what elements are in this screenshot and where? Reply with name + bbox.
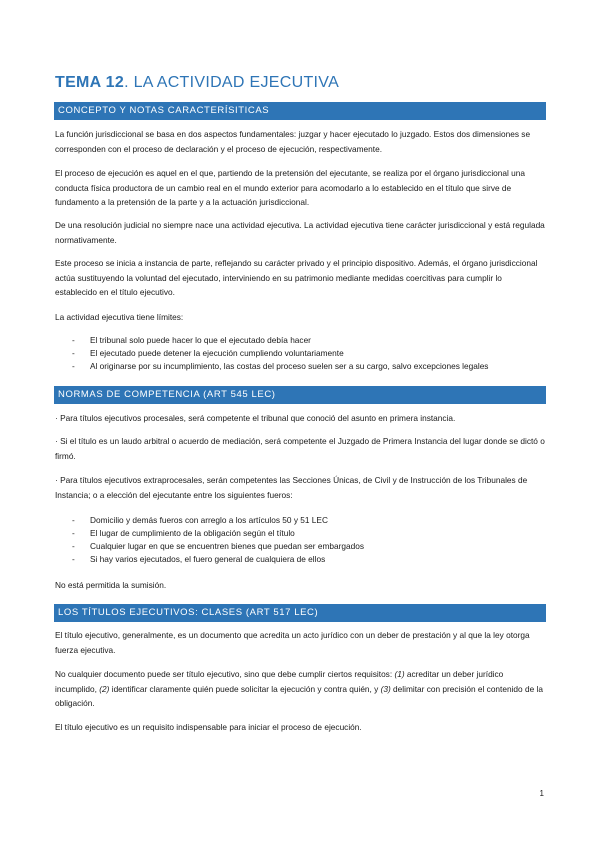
numbering-marker: (3)	[380, 683, 391, 694]
list-item	[72, 514, 542, 527]
list-dash: -	[72, 554, 75, 564]
list-dash: -	[72, 515, 75, 525]
list-item	[72, 334, 542, 347]
list-dash: -	[72, 541, 75, 551]
paragraph: Este proceso se inicia a instancia de parte, reflejando su carácter privado y el principio dispositivo. Además, el órgano jurisdiccional actúa sustituyendo la voluntad del ejecutado, interviniendo en su patrimonio mediante medidas coercitivas para cumplir lo establecido en el título ejecutivo.	[55, 258, 538, 297]
list-item-text: Domicilio y demás fueros con arreglo a los artículos 50 y 51 LEC	[90, 515, 328, 525]
numbering-marker: (1)	[394, 669, 405, 679]
paragraph: El título ejecutivo, generalmente, es un documento que acredita un acto jurídico con un deber de prestación y al que la ley otorga fuerza ejecutiva.	[55, 630, 530, 655]
paragraph: De una resolución judicial no siempre nace una actividad ejecutiva. La actividad ejecutiva tiene carácter jurisdiccional y está regulada normativamente.	[55, 220, 545, 245]
paragraph: · Si el título es un laudo arbitral o acuerdo de mediación, será competente el Juzgado de Primera Instancia del lugar donde se dictó o firmó.	[55, 436, 545, 461]
section-heading-titulos: LOS TÍTULOS EJECUTIVOS: CLASES (ART 517 LEC)	[54, 604, 546, 622]
paragraph: La función jurisdiccional se basa en dos aspectos fundamentales: juzgar y hacer ejecutado lo juzgado. Estos dos dimensiones se corresponden con el proceso de declaración y el proceso de ejecución, respectivamente.	[55, 129, 531, 154]
section-heading-competencia: NORMAS DE COMPETENCIA (ART 545 LEC)	[54, 386, 546, 404]
section-heading-concepto: CONCEPTO Y NOTAS CARACTERÍSITICAS	[54, 102, 546, 120]
paragraph: · Para títulos ejecutivos extraprocesales, serán competentes las Secciones Únicas, de Civil y de Instrucción de los Tribunales de Instancia; o a elección del ejecutante entre los siguientes fueros:	[55, 475, 528, 500]
list-item	[72, 540, 542, 553]
list-item	[72, 347, 542, 360]
list-item	[72, 553, 542, 566]
paragraph: La actividad ejecutiva tiene límites:	[55, 312, 184, 322]
list-item-text: El lugar de cumplimiento de la obligación según el título	[90, 528, 295, 538]
paragraph: · Para títulos ejecutivos procesales, será competente el tribunal que conoció del asunto en primera instancia.	[55, 413, 456, 423]
fueros-list	[72, 514, 542, 566]
paragraph: El título ejecutivo es un requisito indispensable para iniciar el proceso de ejecución.	[55, 722, 362, 732]
text-run: delimitar con precisión el contenido de la obligación.	[55, 683, 543, 708]
list-dash: -	[72, 361, 75, 371]
list-item-text: Cualquier lugar en que se encuentren bienes que puedan ser embargados	[90, 541, 364, 551]
title-number: TEMA 12	[55, 74, 125, 91]
limits-list	[72, 334, 542, 373]
list-item-text: El tribunal solo puede hacer lo que el ejecutado debía hacer	[90, 335, 311, 345]
page-title	[55, 74, 339, 92]
text-run: acreditar un deber jurídico incumplido,	[55, 669, 504, 694]
text-run: identificar claramente quién puede solicitar la ejecución y contra quién, y	[109, 683, 381, 694]
list-item-text: Si hay varios ejecutados, el fuero general de cualquiera de ellos	[90, 554, 326, 564]
title-text: . LA ACTIVIDAD EJECUTIVA	[124, 74, 340, 91]
list-item-text: Al originarse por su incumplimiento, las costas del proceso suelen ser a su cargo, salvo excepciones legales	[90, 361, 489, 371]
numbering-marker: (2)	[99, 683, 110, 694]
list-dash: -	[72, 335, 75, 345]
list-dash: -	[72, 528, 75, 538]
list-item	[72, 527, 542, 540]
list-dash: -	[72, 348, 75, 358]
paragraph: El proceso de ejecución es aquel en el que, partiendo de la pretensión del ejecutante, se realiza por el órgano jurisdiccional una conducta física productora de un cambio real en el mundo exterior para acomodarlo a lo establecido en el título que sirve de fundamento a la pretensión de la parte y a la actuación jurisdiccional.	[55, 168, 526, 207]
list-item	[72, 360, 542, 373]
paragraph: No está permitida la sumisión.	[55, 580, 167, 590]
page-number: 1	[539, 789, 544, 798]
paragraph-requisitos	[55, 667, 545, 711]
list-item-text: El ejecutado puede detener la ejecución cumpliendo voluntariamente	[90, 348, 344, 358]
text-run: No cualquier documento puede ser título ejecutivo, sino que debe cumplir ciertos requisitos:	[55, 669, 395, 679]
